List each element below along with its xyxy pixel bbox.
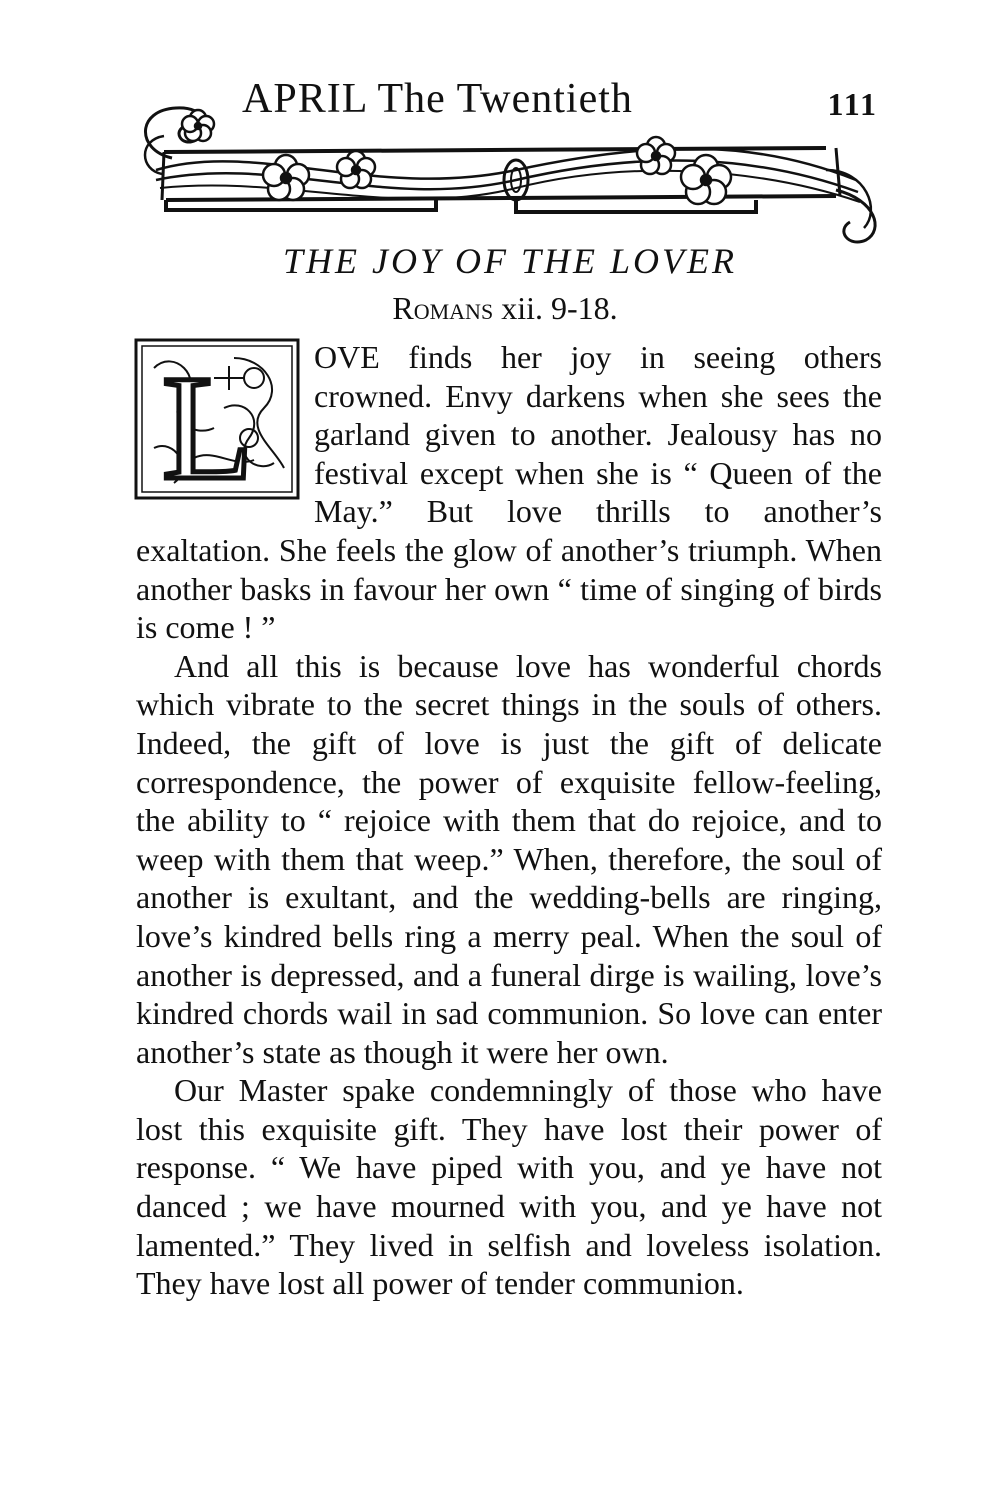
paragraph-3: Our Master spake condemningly of those who have lost this exquisite gift. They have lost their power of response. “ We have piped with you, and ye have not danced ; we have mourned with you, and ye have not lamented.” They lived in selfish and loveless isolation. They have lost all power of tender communion. [136, 1072, 882, 1302]
paragraph-1 [136, 338, 882, 647]
scripture-verses: xii. 9-18. [501, 290, 618, 326]
scripture-book: Romans [392, 290, 494, 326]
essay-title: THE JOY OF THE LOVER [283, 241, 737, 281]
paragraph-1-text: OVE finds her joy in seeing others crowned. Envy darkens when she sees the garland given to another. Jealousy has no festival except when she is “ Queen of the May.” But love thrills to another’s exaltation. She feels the glow of another’s triumph. When another basks in favour her own “ time of singing of birds is come ! ” [136, 339, 882, 646]
paragraph-2: And all this is because love has wonderful chords which vibrate to the secret things in the souls of others. Indeed, the gift of love is just the gift of delicate correspondence, the power of exquisite fellow-feeling, the ability to “ rejoice with them that do rejoice, and to weep with them that weep.” When, therefore, the soul of another is exultant, and the wedding-bells are ringing, love’s kindred bells ring a merry peal. When the soul of another is depressed, and a funeral dirge is wailing, love’s kindred chords wail in sad communion. So love can enter another’s state as though it were her own. [136, 647, 882, 1070]
dropcap-letter: L [162, 345, 254, 500]
page-number: 111 [827, 86, 878, 122]
body-text [136, 338, 882, 1303]
dropcap-spacer [136, 338, 314, 528]
running-head-title: APRIL The Twentieth [242, 76, 633, 122]
scripture-reference [0, 292, 1000, 324]
floral-header-ornament-icon [136, 100, 886, 250]
